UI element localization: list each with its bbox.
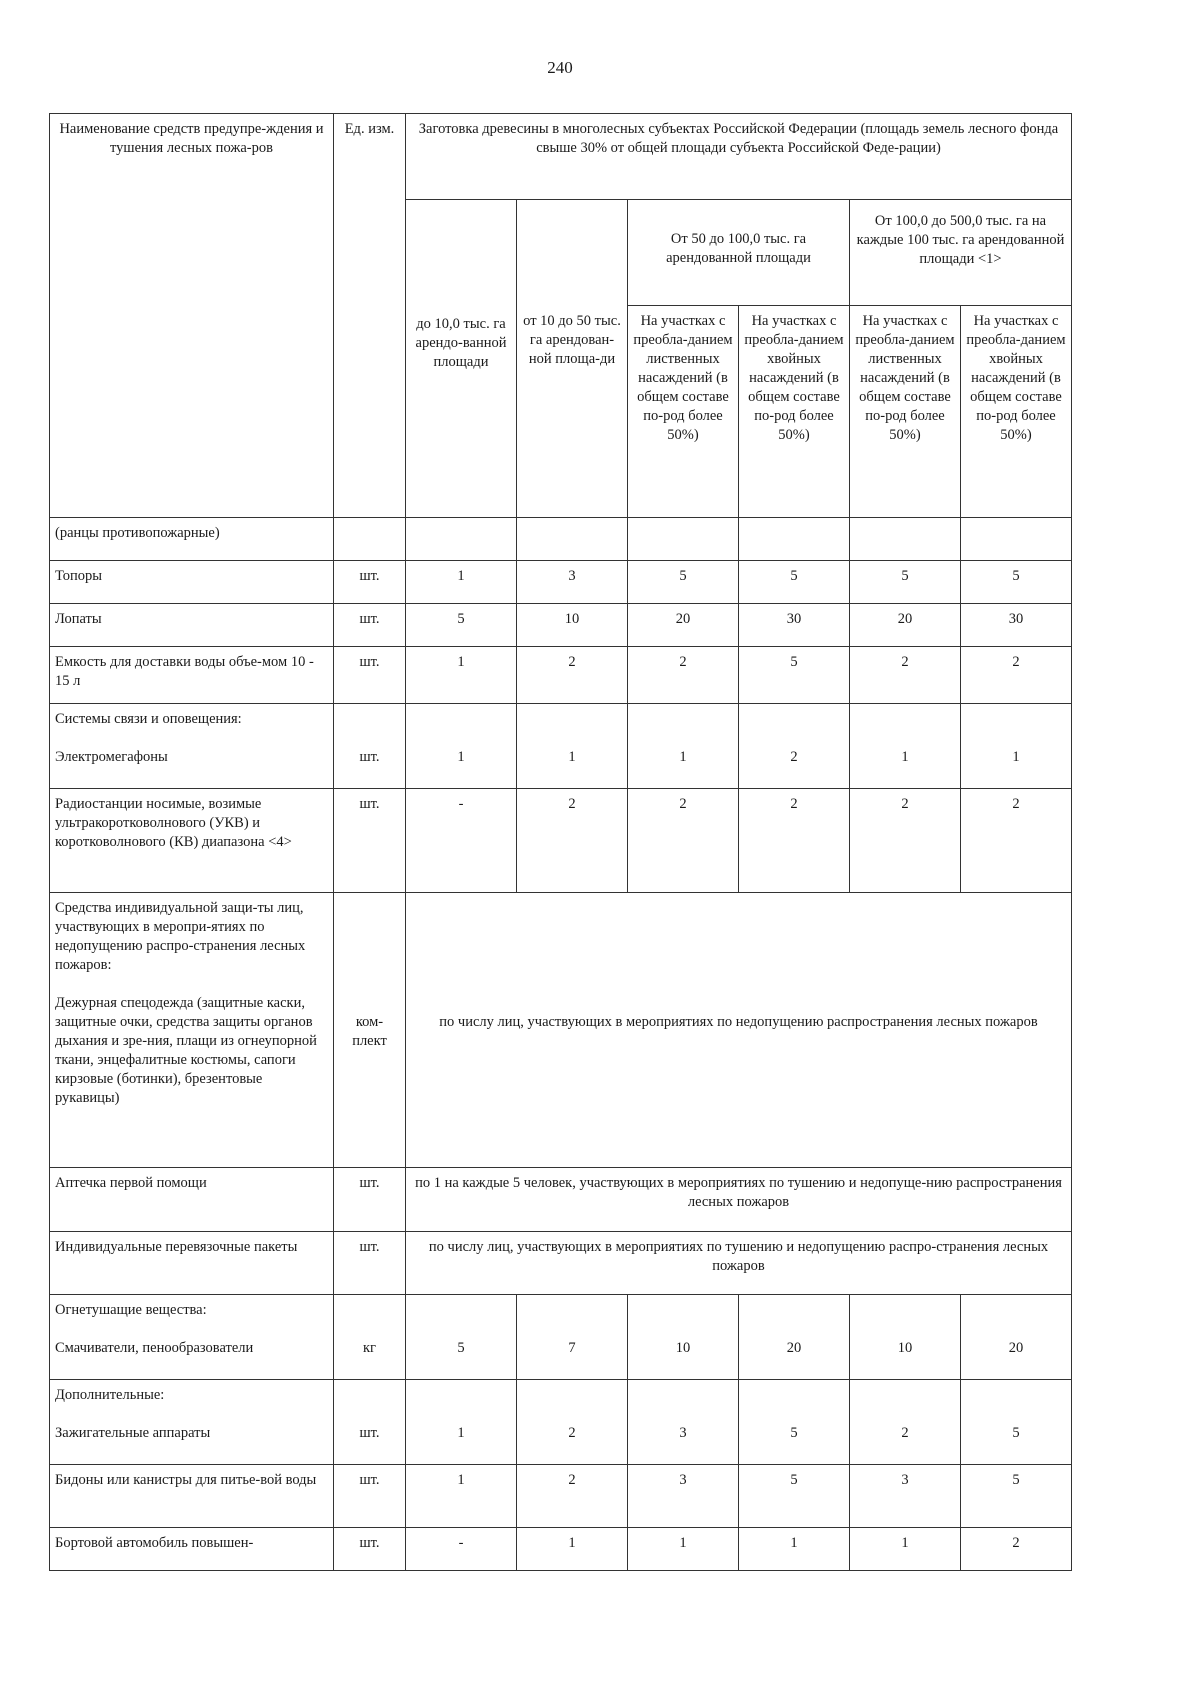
value-cell: 1 [961,704,1072,789]
header-sub-conifer: На участках с преобла-данием хвойных насаждений (в общем составе по-род более 50%) [739,306,850,518]
value-cell: 20 [961,1295,1072,1380]
header-col-b: от 10 до 50 тыс. га арендован-ной площа-ди [517,200,628,518]
row-unit: шт. [334,1232,406,1295]
value-cell: 2 [850,1380,961,1465]
value-cell: 5 [739,561,850,604]
value-cell: 1 [406,647,517,704]
row-name: (ранцы противопожарные) [50,518,334,561]
row-unit: шт. [334,1465,406,1528]
row-unit: шт. [334,1380,406,1465]
row-name: Емкость для доставки воды объе-мом 10 - 15 л [50,647,334,704]
value-cell: - [406,789,517,893]
header-group-50-100: От 50 до 100,0 тыс. га арендованной площади [628,200,850,306]
value-cell: 3 [850,1465,961,1528]
value-cell: 10 [517,604,628,647]
value-cell: 2 [961,789,1072,893]
equipment-norms-table [49,113,1072,1571]
value-cell: 2 [739,789,850,893]
row-name: Топоры [50,561,334,604]
value-cell: - [406,1528,517,1571]
header-sub-deciduous: На участках с преобла-данием лиственных насаждений (в общем составе по-род более 50%) [628,306,739,518]
value-cell: 1 [628,1528,739,1571]
header-sub-deciduous: На участках с преобла-данием лиственных насаждений (в общем составе по-род более 50%) [850,306,961,518]
value-cell: 5 [739,647,850,704]
value-cell: 5 [961,1380,1072,1465]
value-cell: 7 [517,1295,628,1380]
row-name: Бортовой автомобиль повышен- [50,1528,334,1571]
row-name: Смачиватели, пенообразователи [55,1340,254,1356]
row-unit: шт. [334,704,406,789]
value-cell: 2 [739,704,850,789]
row-note: по числу лиц, участвующих в мероприятиях по тушению и недопущению распро-странения лесных пожаров [406,1232,1072,1295]
value-cell: 3 [628,1465,739,1528]
section-heading: Дополнительные: [55,1387,165,1403]
section-heading: Средства индивидуальной защи-ты лиц, участвующих в меропри-ятиях по недопущению распро-странения лесных пожаров: [55,900,306,973]
value-cell: 2 [961,647,1072,704]
value-cell: 1 [406,561,517,604]
value-cell: 2 [517,1380,628,1465]
row-name: Лопаты [50,604,334,647]
value-cell: 5 [850,561,961,604]
header-sub-conifer: На участках с преобла-данием хвойных насаждений (в общем составе по-род более 50%) [961,306,1072,518]
row-note: по числу лиц, участвующих в мероприятиях по недопущению распространения лесных пожаров [406,893,1072,1168]
value-cell: 1 [850,704,961,789]
value-cell: 2 [850,647,961,704]
row-unit: шт. [334,647,406,704]
value-cell: 2 [628,789,739,893]
value-cell: 2 [628,647,739,704]
header-col-a: до 10,0 тыс. га арендо-ванной площади [406,200,517,518]
row-unit: шт. [334,1528,406,1571]
value-cell: 2 [961,1528,1072,1571]
value-cell: 1 [517,704,628,789]
value-cell: 5 [739,1465,850,1528]
row-unit: шт. [334,561,406,604]
row-unit: шт. [334,1168,406,1232]
row-unit: шт. [334,789,406,893]
section-heading: Огнетушащие вещества: [55,1302,207,1318]
value-cell: 1 [406,1380,517,1465]
value-cell: 5 [961,1465,1072,1528]
value-cell: 2 [517,789,628,893]
section-heading: Системы связи и оповещения: [55,711,242,727]
value-cell: 1 [850,1528,961,1571]
value-cell: 30 [739,604,850,647]
page-number: 240 [547,58,573,77]
row-name: Радиостанции носимые, возимые ультракоротковолнового (УКВ) и коротковолнового (КВ) диапазона <4> [50,789,334,893]
value-cell: 30 [961,604,1072,647]
value-cell: 1 [406,704,517,789]
value-cell: 10 [850,1295,961,1380]
row-name: Индивидуальные перевязочные пакеты [50,1232,334,1295]
row-unit: шт. [334,604,406,647]
header-name: Наименование средств предупре-ждения и тушения лесных пожа-ров [50,114,334,518]
value-cell: 1 [517,1528,628,1571]
value-cell: 1 [406,1465,517,1528]
value-cell: 5 [406,604,517,647]
value-cell: 5 [961,561,1072,604]
value-cell: 5 [406,1295,517,1380]
value-cell: 10 [628,1295,739,1380]
row-unit: ком-плект [334,893,406,1168]
value-cell: 2 [517,647,628,704]
row-name: Бидоны или канистры для питье-вой воды [50,1465,334,1528]
value-cell: 1 [628,704,739,789]
value-cell: 20 [739,1295,850,1380]
row-name: Зажигательные аппараты [55,1425,211,1441]
header-group-title: Заготовка древесины в многолесных субъектах Российской Федерации (площадь земель лесного фонда свыше 30% от общей площади субъекта Российской Феде-рации) [406,114,1072,200]
header-group-100-500: От 100,0 до 500,0 тыс. га на каждые 100 тыс. га арендованной площади <1> [850,200,1072,306]
row-name: Аптечка первой помощи [50,1168,334,1232]
value-cell: 5 [628,561,739,604]
value-cell: 3 [517,561,628,604]
value-cell: 3 [628,1380,739,1465]
value-cell: 20 [628,604,739,647]
row-name: Электромегафоны [55,749,168,765]
value-cell: 2 [517,1465,628,1528]
row-note: по 1 на каждые 5 человек, участвующих в мероприятиях по тушению и недопуще-нию распространения лесных пожаров [406,1168,1072,1232]
header-unit: Ед. изм. [334,114,406,518]
row-unit: кг [334,1295,406,1380]
row-name: Дежурная спецодежда (защитные каски, защитные очки, средства защиты органов дыхания и зре-ния, плащи из огнеупорной ткани, энцефалитные костюмы, сапоги кирзовые (ботинки), брезентовые рукавицы) [55,995,317,1106]
value-cell: 20 [850,604,961,647]
value-cell: 5 [739,1380,850,1465]
value-cell: 2 [850,789,961,893]
value-cell: 1 [739,1528,850,1571]
